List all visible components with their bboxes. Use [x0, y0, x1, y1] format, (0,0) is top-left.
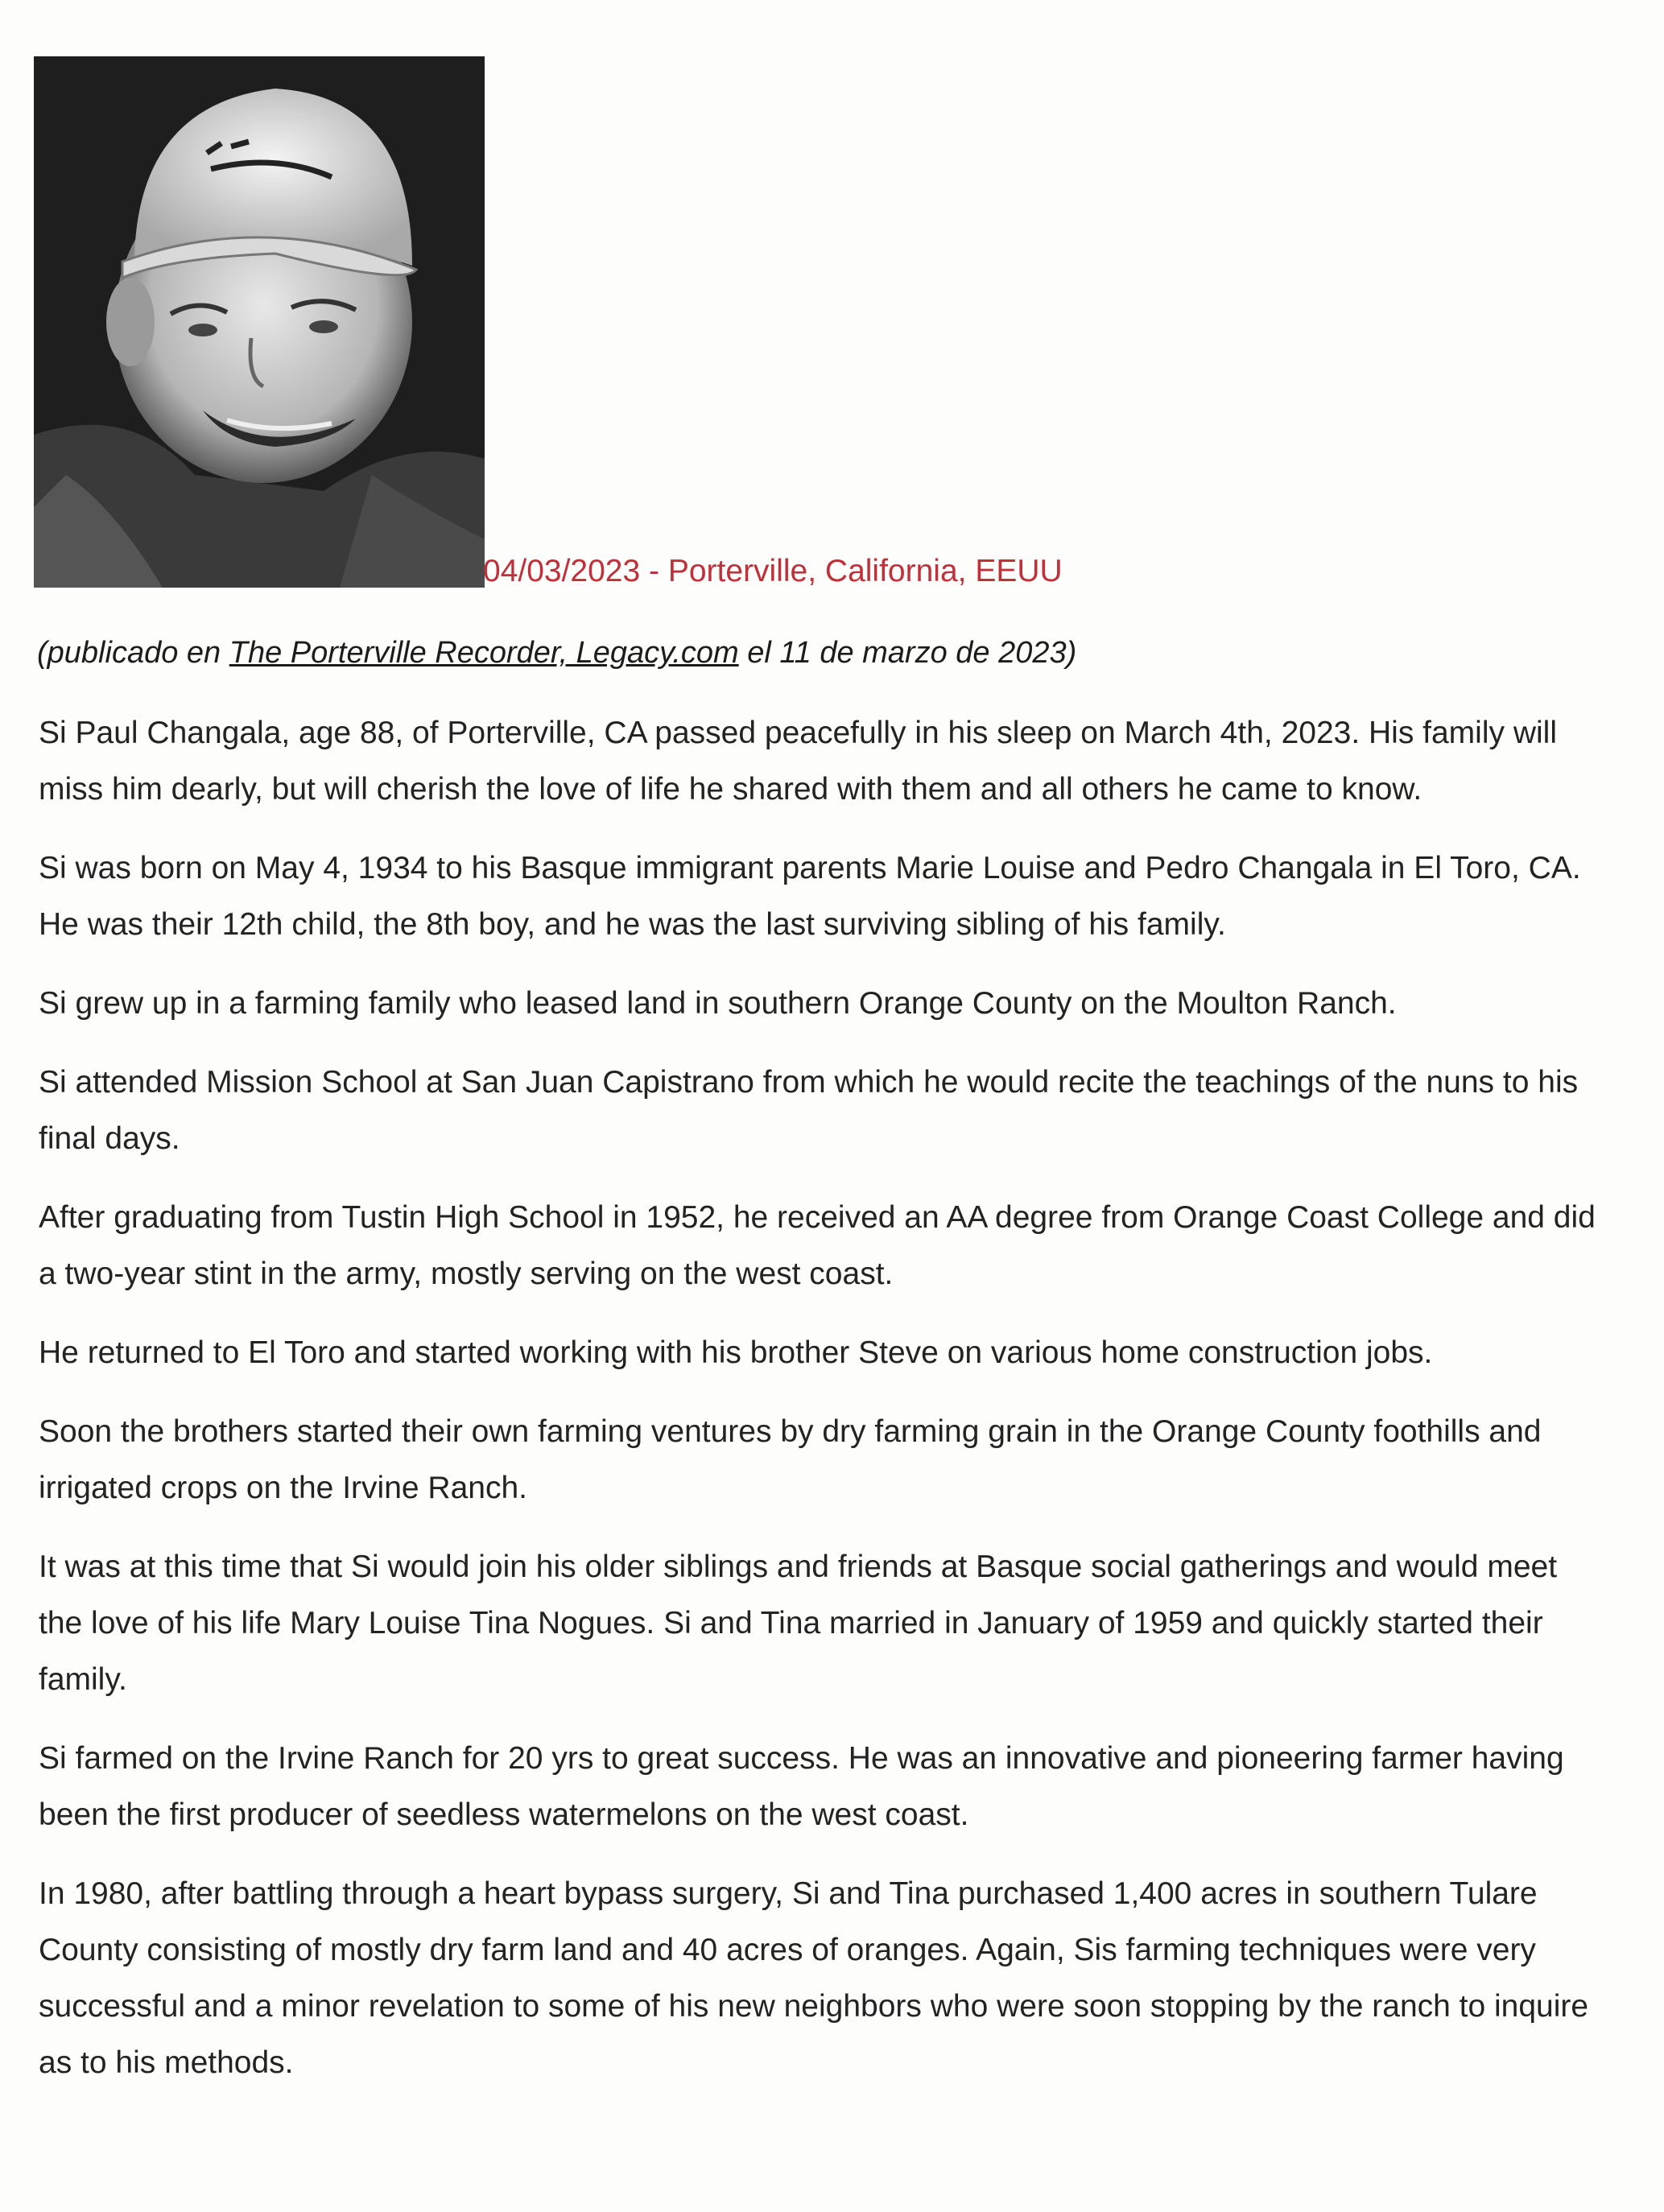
- paragraph: After graduating from Tustin High School in 1952, he received an AA degree from Orange Coast College and did a two-year stint in the army, mostly serving on the west coast.: [39, 1200, 1596, 1291]
- source-prefix: (publicado en: [37, 636, 229, 670]
- bleed-through-text: [515, 32, 1642, 89]
- portrait-photo: [34, 56, 485, 588]
- dateline: 04/03/2023 - Porterville, California, EEUU: [483, 554, 1063, 588]
- paragraph: He returned to El Toro and started working with his brother Steve on various home construction jobs.: [39, 1335, 1433, 1370]
- paragraph: It was at this time that Si would join his older siblings and friends at Basque social gatherings and would meet the love of his life Mary Louise Tina Nogues. Si and Tina married in January of 1959 and quickly started their family.: [39, 1550, 1558, 1697]
- publication-link[interactable]: The Porterville Recorder, Legacy.com: [229, 636, 739, 670]
- publication-source: [37, 636, 1076, 671]
- paragraph: Si was born on May 4, 1934 to his Basque immigrant parents Marie Louise and Pedro Changala in El Toro, CA. He was their 12th child, the 8th boy, and he was the last surviving sibling of his family.: [39, 851, 1581, 942]
- paragraph: Soon the brothers started their own farming ventures by dry farming grain in the Orange County foothills and irrigated crops on the Irvine Ranch.: [39, 1414, 1542, 1505]
- paragraph: Si Paul Changala, age 88, of Porterville, CA passed peacefully in his sleep on March 4th, 2023. His family will miss him dearly, but will cherish the love of life he shared with them and all others he came to know.: [39, 716, 1557, 807]
- paragraph: Si grew up in a farming family who leased land in southern Orange County on the Moulton Ranch.: [39, 986, 1397, 1021]
- paragraph: Si attended Mission School at San Juan Capistrano from which he would recite the teachings of the nuns to his final days.: [39, 1065, 1579, 1156]
- paragraph: In 1980, after battling through a heart bypass surgery, Si and Tina purchased 1,400 acres in southern Tulare County consisting of mostly dry farm land and 40 acres of oranges. Again, Sis farming techniques were very successful and a minor revelation to some of his new neighbors who were soon stopping by the ranch to inquire as to his methods.: [39, 1876, 1589, 2080]
- obituary-body: [39, 705, 1604, 2114]
- paragraph: Si farmed on the Irvine Ranch for 20 yrs to great success. He was an innovative and pioneering farmer having been the first producer of seedless watermelons on the west coast.: [39, 1741, 1564, 1832]
- source-suffix: el 11 de marzo de 2023): [738, 636, 1077, 670]
